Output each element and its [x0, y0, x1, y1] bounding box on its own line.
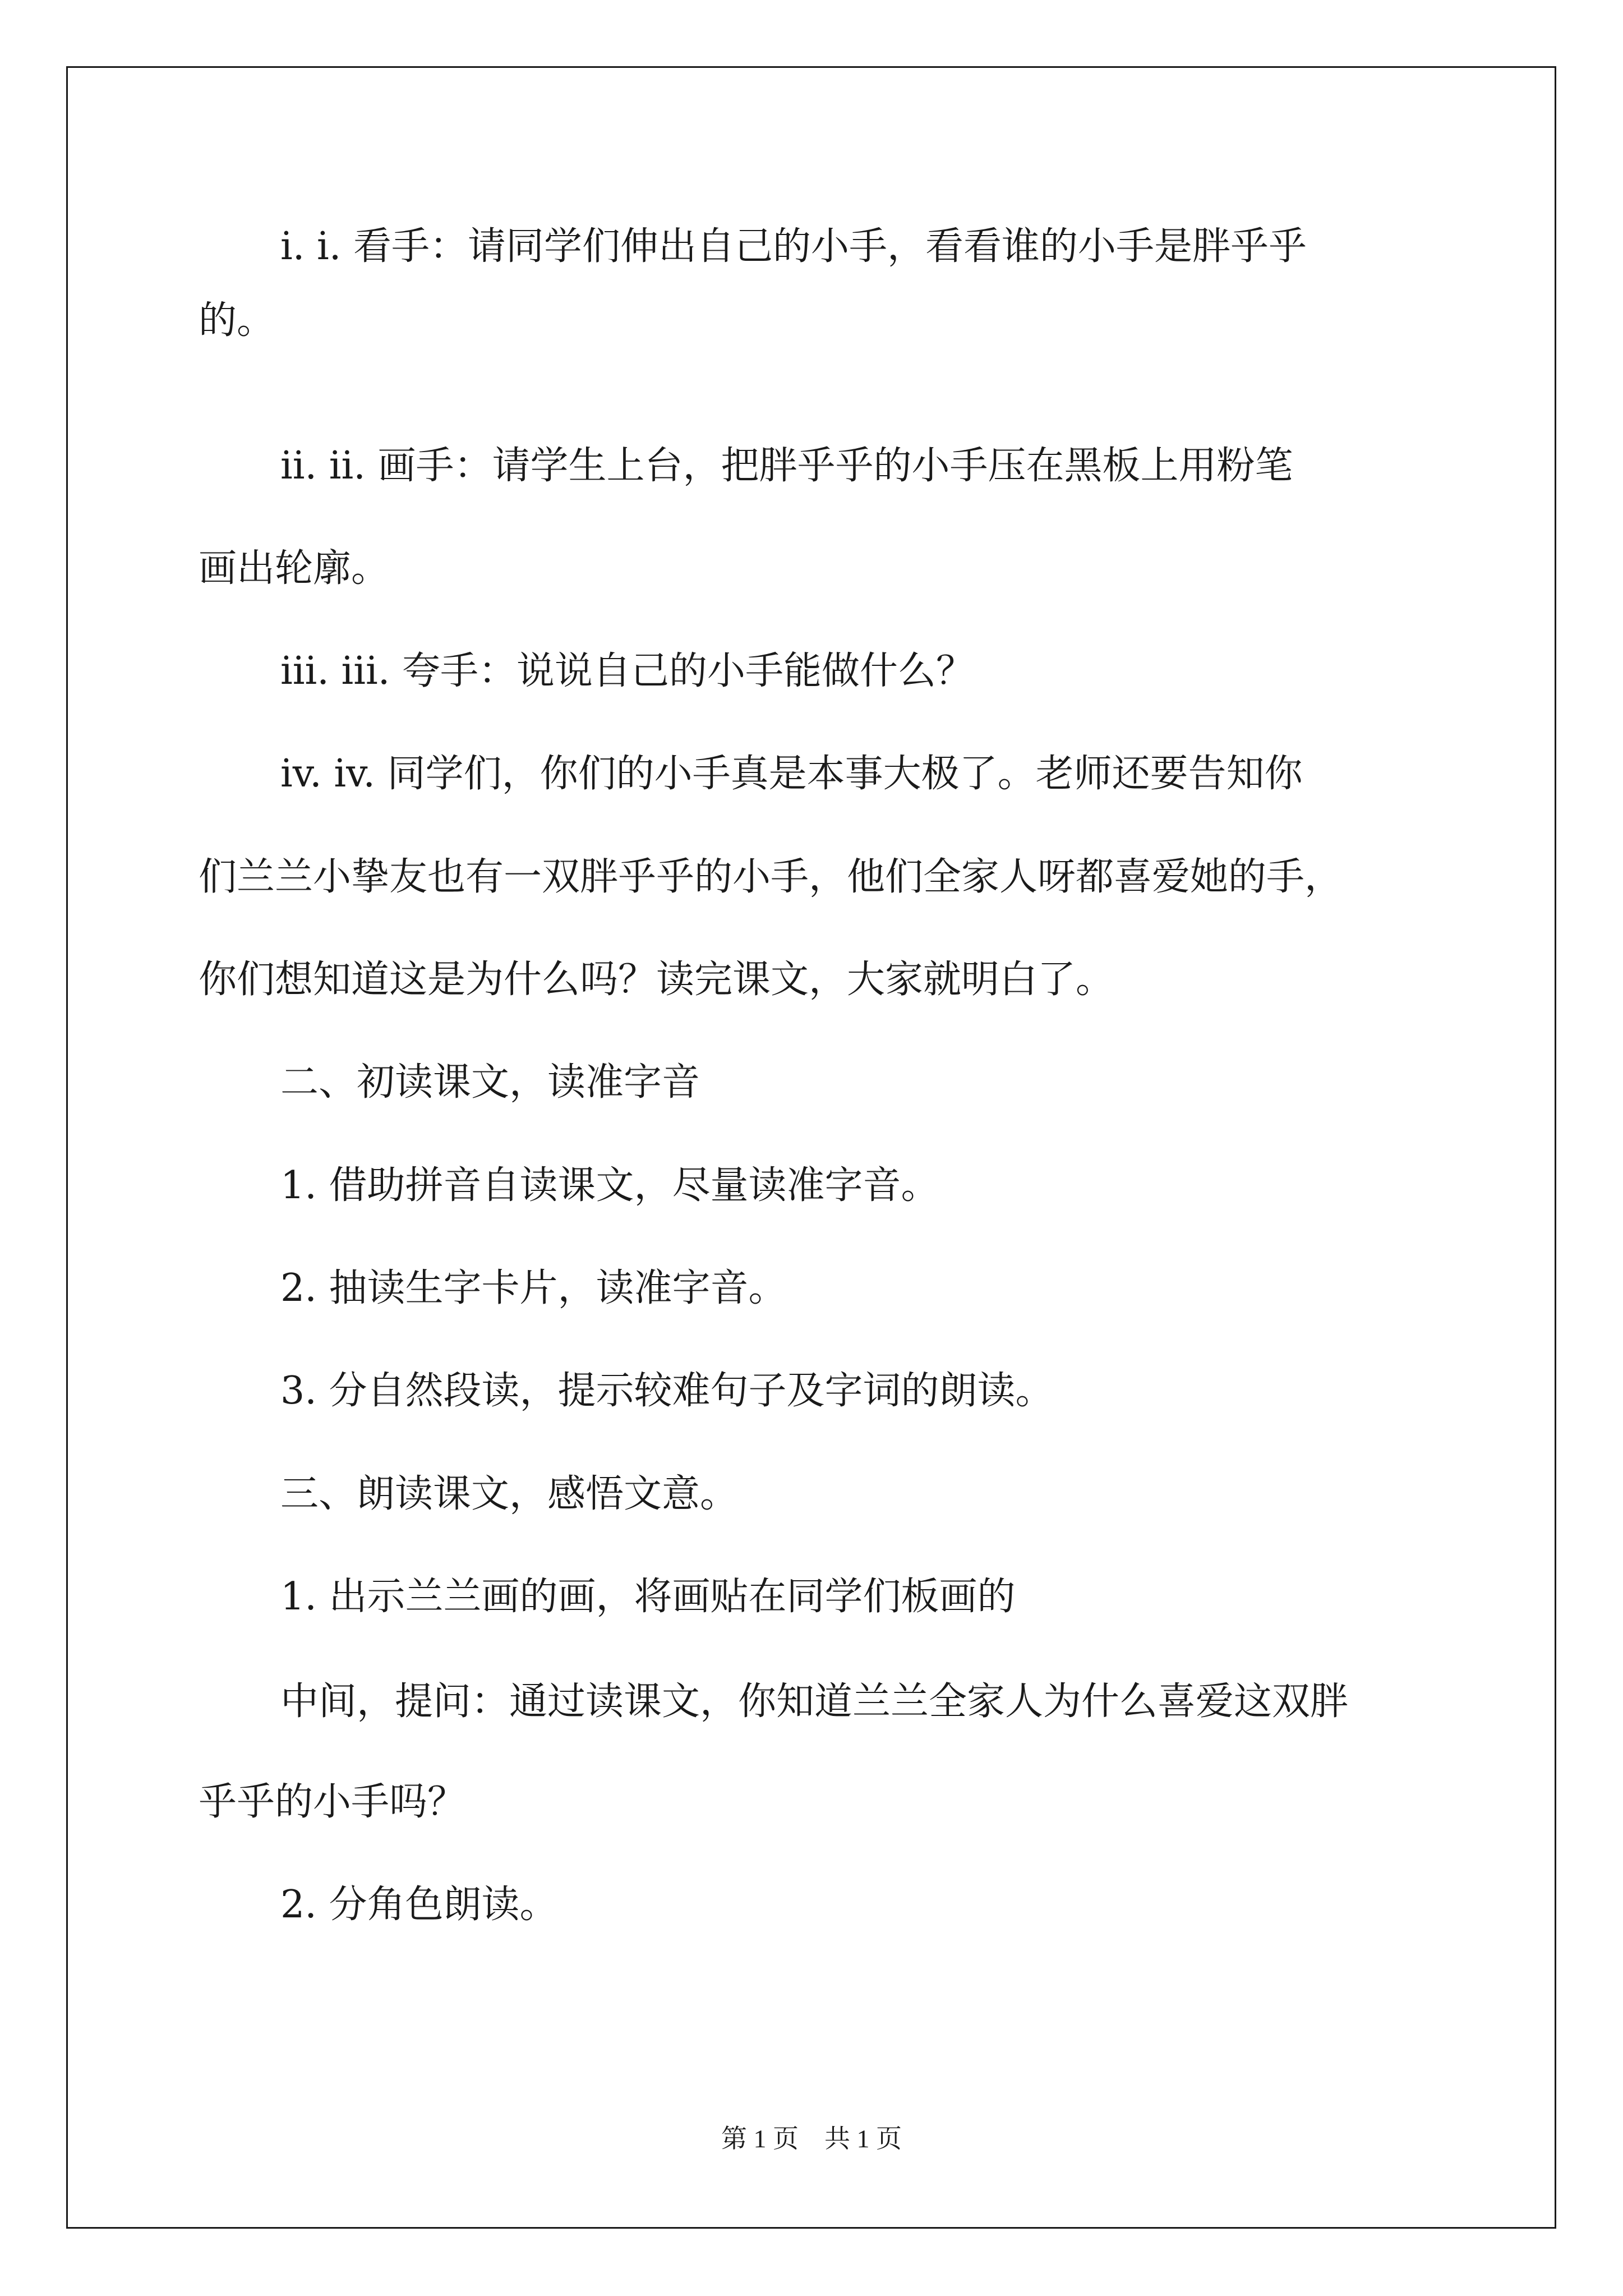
- text-line: 画出轮廓。: [199, 546, 390, 591]
- text-line: iv. iv. 同学们，你们的小手真是本事大极了。老师还要告知你: [280, 752, 1303, 796]
- text-line: 的。: [199, 298, 275, 343]
- text-line: iii. iii. 夸手：说说自己的小手能做什么？: [280, 649, 974, 693]
- text-line: 1. 借助拼音自读课文，尽量读准字音。: [280, 1163, 939, 1208]
- text-line: 3. 分自然段读，提示较难句子及字词的朗读。: [280, 1369, 1054, 1413]
- section-heading: 三、朗读课文，感悟文意。: [280, 1472, 739, 1516]
- text-line: 中间，提问：通过读课文，你知道兰兰全家人为什么喜爱这双胖: [280, 1680, 1349, 1724]
- section-heading: 二、初读课文，读准字音: [280, 1060, 700, 1105]
- page-number-footer: 第 1 页 共 1 页: [721, 2124, 902, 2153]
- text-line: ii. ii. 画手：请学生上台，把胖乎乎的小手压在黑板上用粉笔: [280, 444, 1293, 488]
- text-line: 你们想知道这是为什么吗？读完课文，大家就明白了。: [199, 958, 1114, 1002]
- text-line: 们兰兰小挚友也有一双胖乎乎的小手，他们全家人呀都喜爱她的手，: [199, 855, 1343, 899]
- text-line: 2. 分角色朗读。: [280, 1883, 558, 1927]
- text-line: i. i. 看手：请同学们伸出自己的小手，看看谁的小手是胖乎乎: [280, 224, 1307, 269]
- text-line: 1. 出示兰兰画的画，将画贴在同学们板画的: [280, 1575, 1016, 1619]
- text-line: 2. 抽读生字卡片，读准字音。: [280, 1266, 787, 1310]
- text-line: 乎乎的小手吗？: [199, 1780, 466, 1824]
